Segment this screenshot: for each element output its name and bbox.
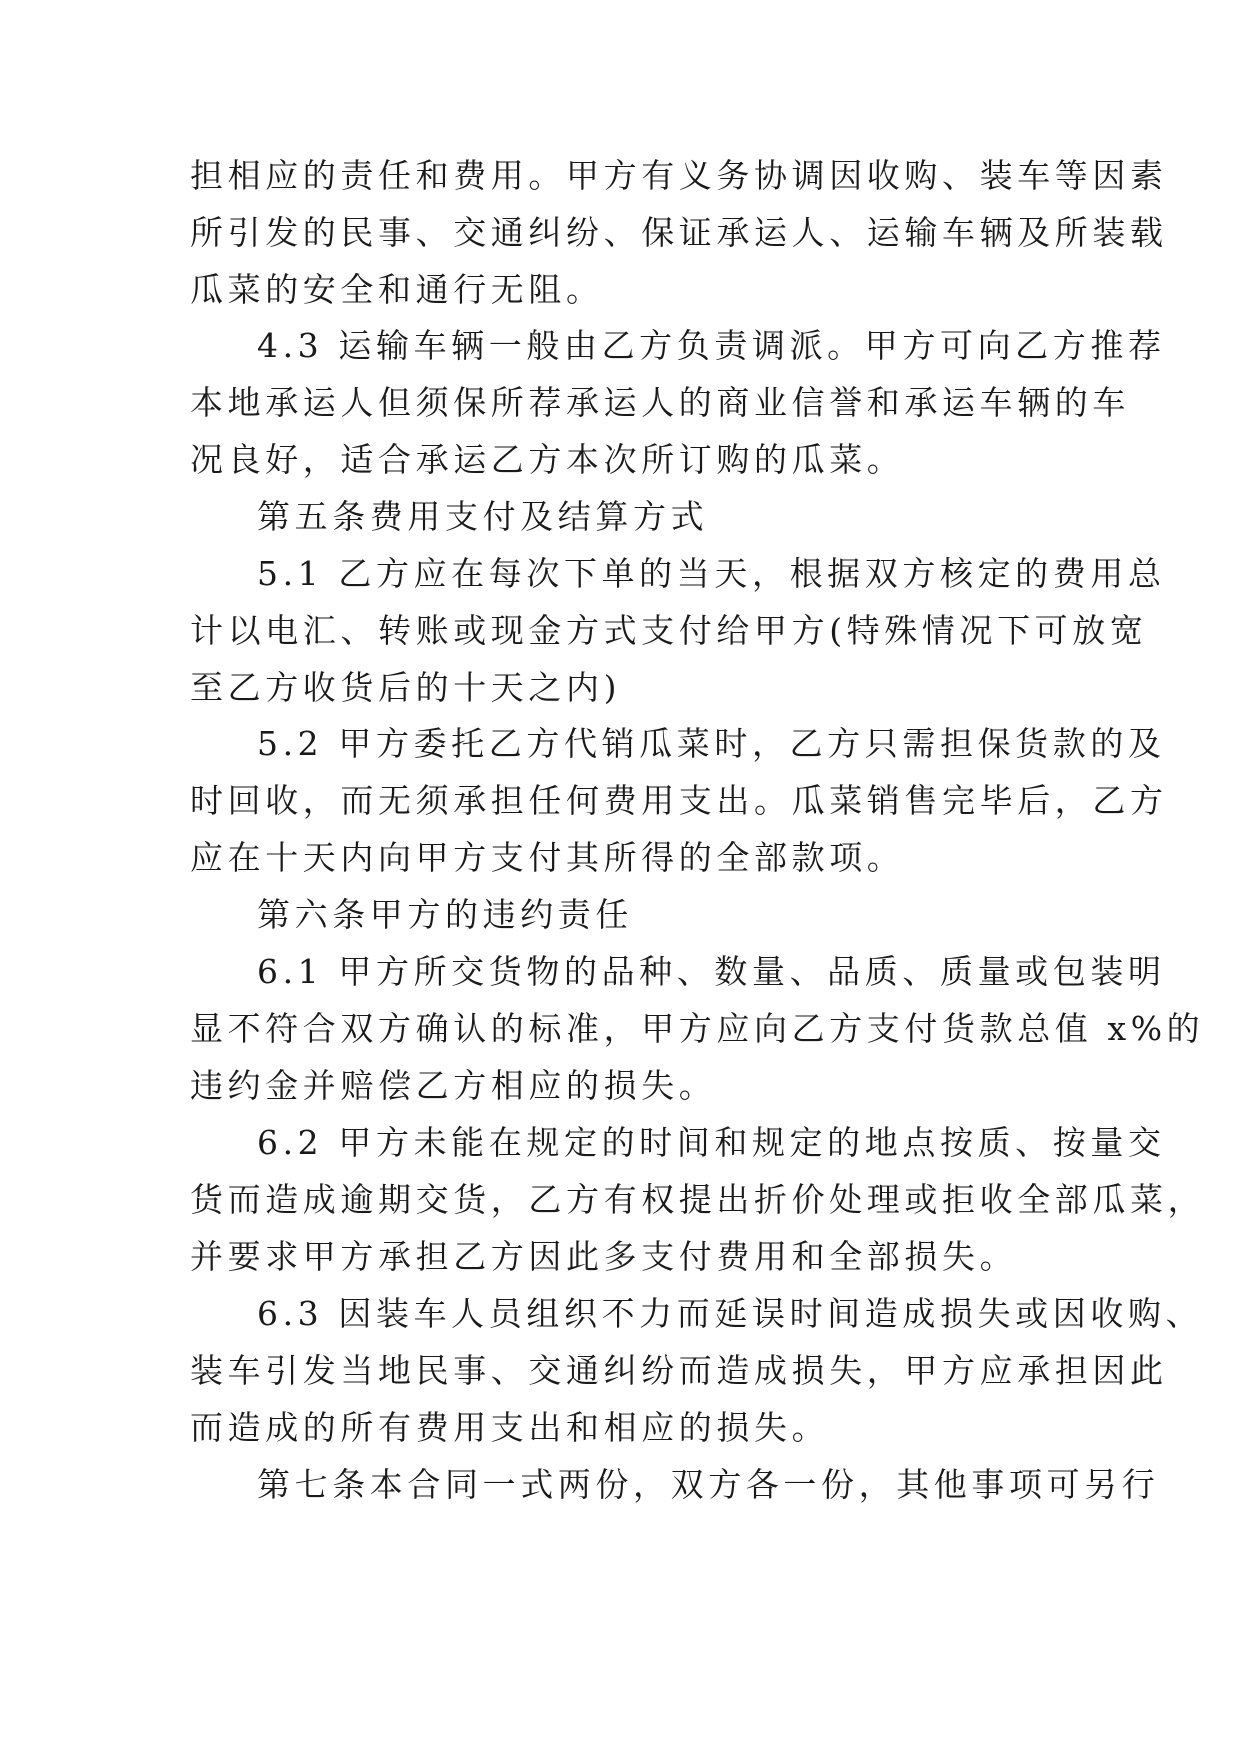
text-line: 时回收，而无须承担任何费用支出。瓜菜销售完毕后，乙方 <box>190 781 1168 820</box>
text-line: 况良好，适合承运乙方本次所订购的瓜菜。 <box>190 440 905 479</box>
text-line: 显不符合双方确认的标准，甲方应向乙方支付货款总值 x%的 <box>190 1009 1205 1048</box>
text-line: 并要求甲方承担乙方因此多支付费用和全部损失。 <box>190 1237 1018 1276</box>
text-line: 应在十天内向甲方支付其所得的全部款项。 <box>190 838 905 877</box>
text-line: 担相应的责任和费用。甲方有义务协调因收购、装车等因素 <box>190 156 1168 195</box>
text-line: 违约金并赔偿乙方相应的损失。 <box>190 1066 717 1105</box>
text-line: 而造成的所有费用支出和相应的损失。 <box>190 1408 830 1447</box>
text-line: 本地承运人但须保所荐承运人的商业信誉和承运车辆的车 <box>190 383 1130 422</box>
paragraph-5-2: 5.2 甲方委托乙方代销瓜菜时，乙方只需担保货款的及 <box>257 724 1166 763</box>
text-line: 货而造成逾期交货，乙方有权提出折价处理或拒收全部瓜菜， <box>190 1180 1206 1219</box>
section-heading-6: 第六条甲方的违约责任 <box>257 895 633 934</box>
section-heading-5: 第五条费用支付及结算方式 <box>257 497 709 536</box>
paragraph-5-1: 5.1 乙方应在每次下单的当天，根据双方核定的费用总 <box>257 554 1166 593</box>
text-line: 瓜菜的安全和通行无阻。 <box>190 270 604 309</box>
paragraph-6-1: 6.1 甲方所交货物的品种、数量、品质、质量或包装明 <box>257 952 1166 991</box>
text-line: 至乙方收货后的十天之内) <box>190 668 622 707</box>
section-heading-7: 第七条本合同一式两份，双方各一份，其他事项可另行 <box>257 1465 1160 1504</box>
text-line: 所引发的民事、交通纠纷、保证承运人、运输车辆及所装载 <box>190 213 1168 252</box>
paragraph-6-3: 6.3 因装车人员组织不力而延误时间造成损失或因收购、 <box>257 1294 1204 1333</box>
text-line: 装车引发当地民事、交通纠纷而造成损失，甲方应承担因此 <box>190 1351 1168 1390</box>
paragraph-4-3: 4.3 运输车辆一般由乙方负责调派。甲方可向乙方推荐 <box>257 326 1166 365</box>
text-line: 计以电汇、转账或现金方式支付给甲方(特殊情况下可放宽 <box>190 611 1148 650</box>
paragraph-6-2: 6.2 甲方未能在规定的时间和规定的地点按质、按量交 <box>257 1123 1166 1162</box>
